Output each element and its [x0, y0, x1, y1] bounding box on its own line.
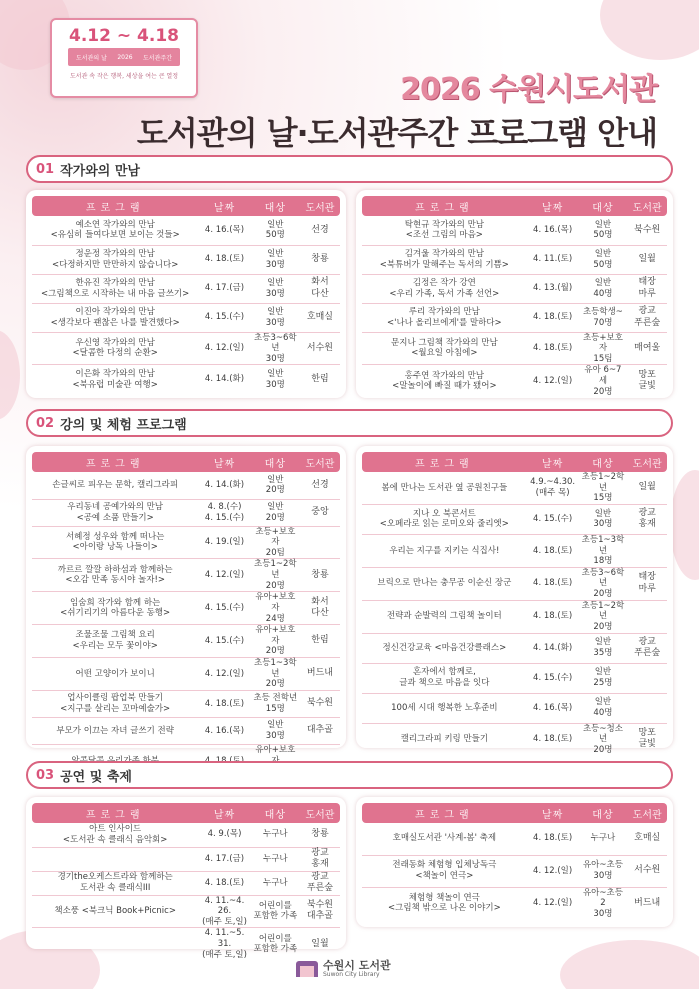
page-title: 도서관의 날·도서관주간 프로그램 안내: [136, 114, 657, 152]
date-cell: 4. 11.~5. 31. (매주 토,일): [202, 928, 247, 960]
library-name-english: Suwon City Library: [323, 971, 380, 978]
program-cell: 전래동화 체험형 입체낭독극 <책놀이 연극>: [362, 855, 527, 887]
program-cell: 아트 인사이드 <도서관 속 클래식 음악회>: [32, 823, 198, 847]
library-cell: [627, 663, 667, 693]
col-date: 날짜: [527, 803, 579, 823]
target-cell: 누구나: [251, 823, 300, 847]
date-cell: 4. 12.(일): [527, 855, 579, 887]
section-heading-lectures: [26, 409, 673, 437]
program-cell: 김정은 작가 강연 <우리 가족, 독서 가족 선언>: [362, 274, 527, 303]
authors-table-right: [362, 196, 667, 397]
program-cell: 탁현규 작가와의 만남 <조선 그림의 마음>: [362, 216, 527, 245]
target-cell: 어린이를 포함한 가족: [251, 895, 300, 928]
library-cell: 태장 마루: [627, 567, 667, 600]
table-row: [32, 559, 340, 592]
table-row: [362, 472, 667, 504]
section-heading-authors: [26, 155, 673, 183]
program-cell: 서혜정 성우와 함께 떠나는 <아이랑 낭독 나들이>: [32, 526, 198, 559]
lectures-table-right: [362, 452, 667, 755]
library-cell: 광교 푸른숲: [627, 633, 667, 663]
program-cell: 호매실도서관 '사계-봄' 축제: [362, 823, 527, 855]
library-cell: 버드내: [300, 658, 340, 691]
date-cell: 4. 8.(수) 4. 15.(수): [198, 499, 250, 526]
library-cell: 일월: [311, 938, 329, 949]
date-cell: 4.9.~4.30. (매주 목): [527, 472, 579, 504]
target-cell: 일반 50명: [579, 216, 628, 245]
target-cell: 누구나: [251, 871, 300, 895]
table-row: [362, 887, 667, 919]
target-cell: 유아+보호: [255, 744, 296, 755]
program-cell: 부모가 이끄는 자녀 글쓰기 전략: [32, 717, 198, 744]
library-cell: 광교 홍재: [300, 847, 340, 871]
col-library: 도서관: [300, 452, 340, 472]
library-cell: 화서 다산: [300, 592, 340, 625]
table-row: [362, 855, 667, 887]
program-cell: 예소연 작가와의 만남 <유심히 들여다보면 보이는 것들>: [32, 216, 198, 245]
lectures-table-left-panel: [26, 446, 346, 755]
date-cell: 4. 16.(목): [527, 216, 579, 245]
target-cell: 일반 20명: [251, 499, 300, 526]
col-target: 대상: [579, 196, 628, 216]
table-row: [32, 895, 340, 928]
date-cell: 4. 16.(목): [198, 216, 250, 245]
col-program: 프로그램: [32, 452, 198, 472]
target-cell: 누구나: [579, 823, 628, 855]
date-cell: 4. 14.(화): [527, 633, 579, 663]
target-cell: 일반 30명: [579, 504, 628, 534]
lectures-table-left: [32, 452, 340, 777]
authors-table-right-panel: [356, 190, 673, 398]
program-cell: 정운정 작가와의 만남 <다정하지만 만만하지 않습니다>: [32, 245, 198, 274]
program-cell: 브릭으로 만나는 충무공 이순신 장군: [362, 567, 527, 600]
library-cell: 북수원 대추골: [300, 895, 340, 928]
program-cell: 이진아 작가와의 만남 <생각보다 괜찮은 나를 발견했다>: [32, 303, 198, 332]
blossom-decoration: [560, 940, 699, 989]
date-cell: 4. 18.(토): [527, 600, 579, 633]
date-cell: 4. 19.(일): [198, 526, 250, 559]
col-library: 도서관: [300, 803, 340, 823]
table-row: [362, 245, 667, 274]
page-title-year: 2026 수원시도서관: [400, 72, 657, 107]
table-row: [362, 216, 667, 245]
table-row: [32, 592, 340, 625]
table-row: [32, 658, 340, 691]
program-cell: 까르르 깔깔 하하섬과 함께하는 <오감 만족 동시야 놀자!>: [32, 559, 198, 592]
target-cell: 초등1~2학년 20명: [251, 559, 300, 592]
program-cell: 체험형 책놀이 연극 <그림책 밖으로 나온 이야기>: [388, 892, 501, 914]
library-building-icon: [296, 961, 318, 977]
section-number: 01: [36, 161, 55, 177]
col-program: 프로그램: [362, 196, 527, 216]
target-cell: 일반 30명: [265, 369, 285, 390]
date-cell: 4. 16.(목): [527, 693, 579, 723]
blossom-decoration: [600, 0, 699, 60]
col-library: 도서관: [627, 803, 667, 823]
library-cell: [627, 534, 667, 567]
table-row: [362, 633, 667, 663]
target-cell: 누구나: [251, 847, 300, 871]
target-cell: 일반 50명: [251, 216, 300, 245]
date-cell: 4. 18.(토): [198, 245, 250, 274]
library-cell: 호매실: [627, 823, 667, 855]
program-cell: 우신영 작가와의 만남 <달콤한 다정의 순환>: [32, 332, 198, 365]
col-target: 대상: [251, 196, 300, 216]
blossom-decoration: [670, 470, 699, 580]
library-cell: 중앙: [300, 499, 340, 526]
library-logo: [296, 960, 391, 978]
col-date: 날짜: [198, 803, 250, 823]
date-cell: 4. 9.(목): [198, 823, 250, 847]
date-cell: 4. 18.(토): [527, 823, 579, 855]
program-cell: 홍주연 작가와의 만남 <말놀이에 빠질 때가 됐어>: [392, 370, 497, 392]
program-cell: [32, 928, 198, 960]
program-cell: 봄에 만나는 도서관 옆 공원친구들: [362, 472, 527, 504]
table-row: [362, 693, 667, 723]
library-cell: 화서 다산: [300, 274, 340, 303]
library-cell: 북수원: [300, 690, 340, 717]
target-cell: 일반 40명: [579, 693, 628, 723]
target-cell: 일반 30명: [251, 245, 300, 274]
table-row: [362, 303, 667, 332]
col-target: 대상: [251, 452, 300, 472]
date-cell: 4. 15.(수): [527, 663, 579, 693]
target-cell: 초등+보호자 15팀: [579, 332, 628, 365]
target-cell: 초등1~3학년 18명: [579, 534, 628, 567]
library-cell: 선경: [300, 216, 340, 245]
date-cell: 4. 18.(토): [527, 534, 579, 567]
program-cell: 100세 시대 행복한 노후준비: [362, 693, 527, 723]
authors-table-left-panel: [26, 190, 346, 398]
library-cell: 일월: [627, 472, 667, 504]
table-row: [32, 871, 340, 895]
ribbon-library-week: 도서관주간: [143, 54, 172, 62]
table-row: [32, 303, 340, 332]
program-cell: 김겨울 작가와의 만남 <북튜버가 말해주는 독서의 기쁨>: [362, 245, 527, 274]
target-cell: 유아~초등 30명: [579, 855, 628, 887]
date-cell: 4. 12.(일): [533, 898, 573, 909]
library-cell: 광교 푸른숲: [300, 871, 340, 895]
table-row: [32, 690, 340, 717]
col-library: 도서관: [627, 196, 667, 216]
col-target: 대상: [579, 803, 628, 823]
date-cell: 4. 17.(금): [198, 274, 250, 303]
date-cell: 4. 11.~4. 26. (매주 토,일): [198, 895, 250, 928]
col-date: 날짜: [198, 452, 250, 472]
table-row: [32, 717, 340, 744]
lectures-table-right-panel: [356, 446, 673, 755]
library-cell: 호매실: [300, 303, 340, 332]
program-cell: 임숨희 작가와 함께 하는 <쉬기리기의 아름다운 동행>: [32, 592, 198, 625]
target-cell: 유아~초등2 30명: [582, 887, 623, 919]
table-row: [362, 663, 667, 693]
table-row: [32, 928, 340, 960]
table-row: [362, 567, 667, 600]
library-cell: 대추골: [300, 717, 340, 744]
program-cell: 업사이클링 팝업북 만들기 <지구를 살리는 꼬마예술가>: [32, 690, 198, 717]
library-cell: 한림: [300, 625, 340, 658]
target-cell: 초등1~3학년 20명: [251, 658, 300, 691]
program-cell: 우리동네 공예가와의 만남 <공예 소품 만들기>: [32, 499, 198, 526]
col-target: 대상: [579, 452, 628, 472]
program-cell: 책소풍 <북크닉 Book+Picnic>: [32, 895, 198, 928]
library-cell: 창룡: [300, 245, 340, 274]
library-cell: 버드내: [634, 897, 661, 908]
date-cell: 4. 18.(토): [198, 690, 250, 717]
table-row: [32, 823, 340, 847]
target-cell: 일반 50명: [579, 245, 628, 274]
table-row: [32, 245, 340, 274]
program-cell: 정신건강교육 <마음건강클래스>: [362, 633, 527, 663]
date-cell: 4. 12.(일): [533, 376, 573, 386]
col-date: 날짜: [527, 452, 579, 472]
date-cell: 4. 16.(목): [198, 717, 250, 744]
ribbon-year: 2026: [117, 53, 133, 61]
date-cell: 4. 14.(화): [204, 374, 245, 385]
date-cell: 4. 12.(일): [198, 332, 250, 365]
date-cell: 4. 12.(일): [198, 658, 250, 691]
table-row: [32, 365, 340, 394]
target-cell: 초등1~2학년 15명: [579, 472, 628, 504]
table-row: [362, 504, 667, 534]
library-cell: 서수원: [300, 332, 340, 365]
date-cell: 4. 13.(월): [527, 274, 579, 303]
event-slogan: 도서관 속 작은 행복, 세상을 여는 큰 열정: [70, 73, 178, 80]
library-cell: 한림: [311, 374, 329, 384]
target-cell: 유아 6~7세 20명: [584, 365, 622, 397]
target-cell: 초등~청소년 20명: [582, 723, 623, 755]
section-title: 강의 및 체험 프로그램: [60, 417, 187, 433]
date-cell: 4. 15.(수): [527, 504, 579, 534]
target-cell: 초등3~6학년 30명: [251, 332, 300, 365]
section-title: 공연 및 축제: [60, 769, 132, 785]
performances-table-left: [32, 803, 340, 960]
table-row: [32, 847, 340, 871]
target-cell: 일반 35명: [579, 633, 628, 663]
section-number: 02: [36, 415, 55, 431]
col-date: 날짜: [198, 196, 250, 216]
target-cell: 초등1~2학년 20명: [579, 600, 628, 633]
table-row: [362, 332, 667, 365]
col-program: 프로그램: [362, 803, 527, 823]
table-row: [32, 332, 340, 365]
program-cell: 문지나 그림책 작가와의 만남 <월요일 아침에>: [362, 332, 527, 365]
target-cell: 일반 30명: [251, 303, 300, 332]
col-program: 프로그램: [32, 803, 198, 823]
section-number: 03: [36, 767, 55, 783]
table-row: [32, 526, 340, 559]
target-cell: 일반 25명: [579, 663, 628, 693]
library-cell: 북수원: [627, 216, 667, 245]
table-row: [362, 365, 667, 397]
table-row: [32, 625, 340, 658]
date-cell: 4. 18.(토): [198, 871, 250, 895]
table-row: [32, 499, 340, 526]
date-cell: 4. 15.(수): [198, 625, 250, 658]
program-cell: 조물조물 그림책 요리 <우리는 모두 꽃이야>: [32, 625, 198, 658]
program-cell: 어떤 고양이가 보이니: [32, 658, 198, 691]
date-cell: 4. 14.(화): [198, 472, 250, 499]
library-cell: 망포 글빛: [638, 370, 656, 392]
date-cell: 4. 18.(토): [527, 303, 579, 332]
date-cell: 4. 11.(토): [527, 245, 579, 274]
program-cell: 손글씨로 피우는 문학, 캘리그라피: [32, 472, 198, 499]
blossom-decoration: [0, 330, 20, 420]
col-target: 대상: [251, 803, 300, 823]
table-row: [32, 472, 340, 499]
target-cell: 초등학생~ 70명: [579, 303, 628, 332]
program-cell: 한유진 작가와의 만남 <그림책으로 시작하는 내 마음 글쓰기>: [32, 274, 198, 303]
library-cell: 광교 푸른숲: [627, 303, 667, 332]
col-program: 프로그램: [362, 452, 527, 472]
authors-table-left: [32, 196, 340, 394]
table-row: [362, 723, 667, 755]
col-date: 날짜: [527, 196, 579, 216]
date-cell: 4. 15.(수): [198, 592, 250, 625]
library-cell: 창룡: [300, 559, 340, 592]
date-cell: 4. 18.(토): [527, 332, 579, 365]
target-cell: 일반 40명: [579, 274, 628, 303]
library-cell: 서수원: [627, 855, 667, 887]
library-cell: 매여울: [627, 332, 667, 365]
library-cell: 일월: [627, 245, 667, 274]
section-heading-performances: [26, 761, 673, 789]
library-cell: [300, 526, 340, 559]
performances-table-right-panel: [356, 797, 673, 927]
program-cell: 전략과 순발력의 그림책 놀이터: [362, 600, 527, 633]
target-cell: 어린이를 포함한 가족: [253, 933, 298, 955]
col-program: 프로그램: [32, 196, 198, 216]
target-cell: 초등 전학년 15명: [251, 690, 300, 717]
performances-table-right: [362, 803, 667, 919]
program-cell: 혼자에서 함께로, 글과 책으로 마음을 잇다: [362, 663, 527, 693]
event-badge: [50, 18, 198, 98]
target-cell: 유아+보호자 20명: [251, 625, 300, 658]
program-cell: [32, 847, 198, 871]
event-dates: 4.12 ~ 4.18: [69, 26, 179, 46]
program-cell: 우리는 지구를 지키는 식집사!: [362, 534, 527, 567]
performances-table-left-panel: [26, 797, 346, 960]
table-row: [32, 274, 340, 303]
date-cell: 4. 17.(금): [198, 847, 250, 871]
library-cell: 광교 홍재: [627, 504, 667, 534]
event-ribbon: [68, 48, 180, 66]
library-name: 수원시 도서관: [323, 959, 391, 972]
table-row: [32, 216, 340, 245]
target-cell: 일반 30명: [251, 717, 300, 744]
library-cell: 망포 글빛: [638, 728, 656, 750]
library-cell: 태장 마루: [627, 274, 667, 303]
table-row: [362, 274, 667, 303]
target-cell: 유아+보호자 24명: [251, 592, 300, 625]
date-cell: 4. 18.(토): [527, 567, 579, 600]
library-cell: [627, 693, 667, 723]
target-cell: 일반 30명: [251, 274, 300, 303]
table-row: [362, 534, 667, 567]
target-cell: 초등+보호자 20팀: [251, 526, 300, 559]
library-cell: 선경: [300, 472, 340, 499]
date-cell: 4. 12.(일): [198, 559, 250, 592]
ribbon-library-day: 도서관의 날: [76, 54, 107, 62]
date-cell: 4. 15.(수): [198, 303, 250, 332]
target-cell: 초등3~6학년 20명: [579, 567, 628, 600]
program-cell: 지나 오 북콘서트 <오페라로 읽는 로미오와 줄리엣>: [362, 504, 527, 534]
library-cell: 창룡: [300, 823, 340, 847]
section-title: 작가와의 만남: [60, 163, 140, 179]
target-cell: 일반 20명: [251, 472, 300, 499]
col-library: 도서관: [300, 196, 340, 216]
library-cell: [627, 600, 667, 633]
program-cell: 이은화 작가와의 만남 <북유럽 미술관 여행>: [72, 369, 158, 390]
program-cell: 루리 작가와의 만남 <'나나 올리브에게'를 말하다>: [362, 303, 527, 332]
table-row: [362, 600, 667, 633]
table-row: [362, 823, 667, 855]
col-library: 도서관: [627, 452, 667, 472]
program-cell: 캘리그라피 키링 만들기: [400, 734, 489, 745]
program-cell: 경기the오케스트라와 함께하는 도서관 속 클래식III: [32, 871, 198, 895]
date-cell: 4. 18.(토): [533, 734, 573, 745]
